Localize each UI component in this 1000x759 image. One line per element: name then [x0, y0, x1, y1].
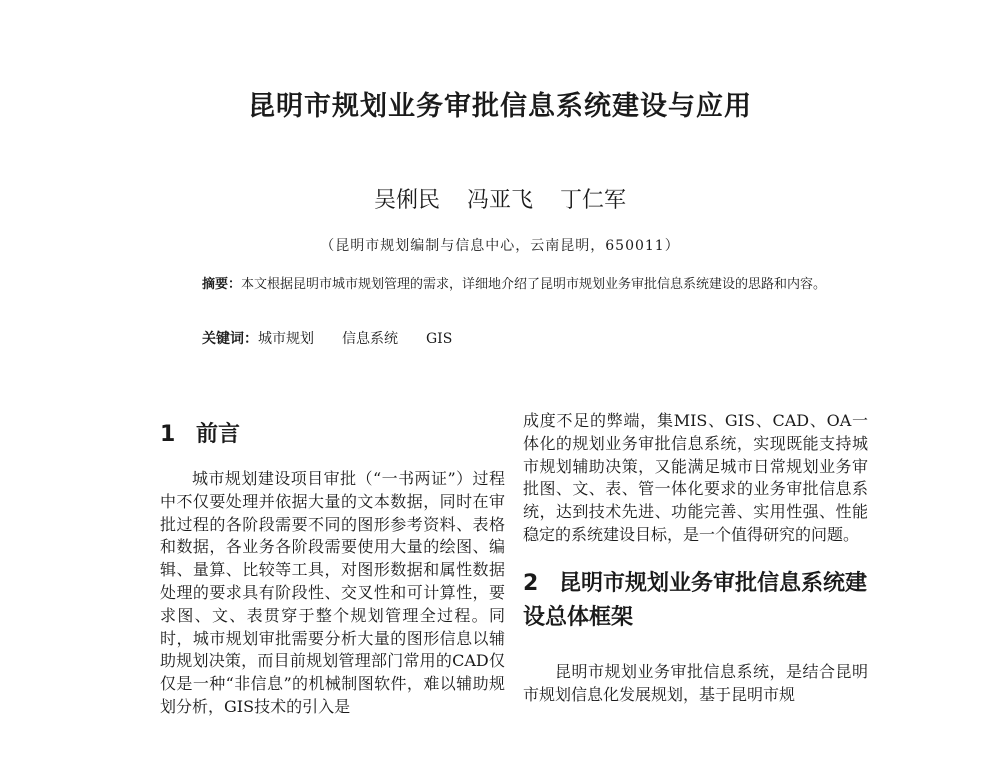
keywords-label: 关键词：	[202, 331, 258, 347]
abstract-text: 本文根据昆明市城市规划管理的需求，详细地介绍了昆明市规划业务审批信息系统建设的思路和内容。	[241, 277, 827, 292]
authors: 吴俐民 冯亚飞 丁仁军	[374, 188, 626, 213]
section-2-heading	[523, 567, 868, 635]
keyword-3: GIS	[426, 331, 453, 347]
abstract-label: 摘要：	[202, 277, 242, 292]
left-column	[160, 418, 505, 719]
section-2-number: 2	[523, 570, 539, 596]
continuation-paragraph: 成度不足的弊端，集MIS、GIS、CAD、OA一体化的规划业务审批信息系统，实现既能支持城市规划辅助决策，又能满足城市日常规划业务审批图、文、表、管一体化要求的业务审批信息系统，达到技术先进、功能完善、实用性强、性能稳定的系统建设目标，是一个值得研究的问题。	[523, 411, 868, 544]
section-1-paragraph: 城市规划建设项目审批（“一书两证”）过程中不仅要处理并依据大量的文本数据，同时在审批过程的各阶段需要不同的图形参考资料、表格和数据，各业务各阶段需要使用大量的绘图、编辑、量算、比较等工具，对图形数据和属性数据处理的要求具有阶段性、交叉性和可计算性，要求图、文、表贯穿于整个规划管理全过程。同时，城市规划审批需要分析大量的图形信息以辅助规划决策，而目前规划管理部门常用的CAD仅仅是一种“非信息”的机械制图软件，难以辅助规划分析，GIS技术的引入是	[160, 469, 505, 716]
section-1-title: 前言	[196, 422, 241, 447]
section-1-heading	[160, 418, 505, 452]
affiliation: （昆明市规划编制与信息中心，云南昆明，650011）	[320, 238, 680, 254]
abstract	[202, 275, 842, 294]
section-2-paragraph: 昆明市规划业务审批信息系统，是结合昆明市规划信息化发展规划，基于昆明市规	[523, 661, 868, 704]
keywords	[202, 328, 452, 348]
section-2-title: 昆明市规划业务审批信息系统建设总体框架	[523, 570, 868, 630]
section-1-number: 1	[160, 422, 176, 447]
keyword-2: 信息系统	[342, 331, 398, 347]
keyword-1: 城市规划	[258, 331, 314, 347]
right-column	[523, 410, 868, 706]
paper-title: 昆明市规划业务审批信息系统建设与应用	[248, 91, 752, 122]
